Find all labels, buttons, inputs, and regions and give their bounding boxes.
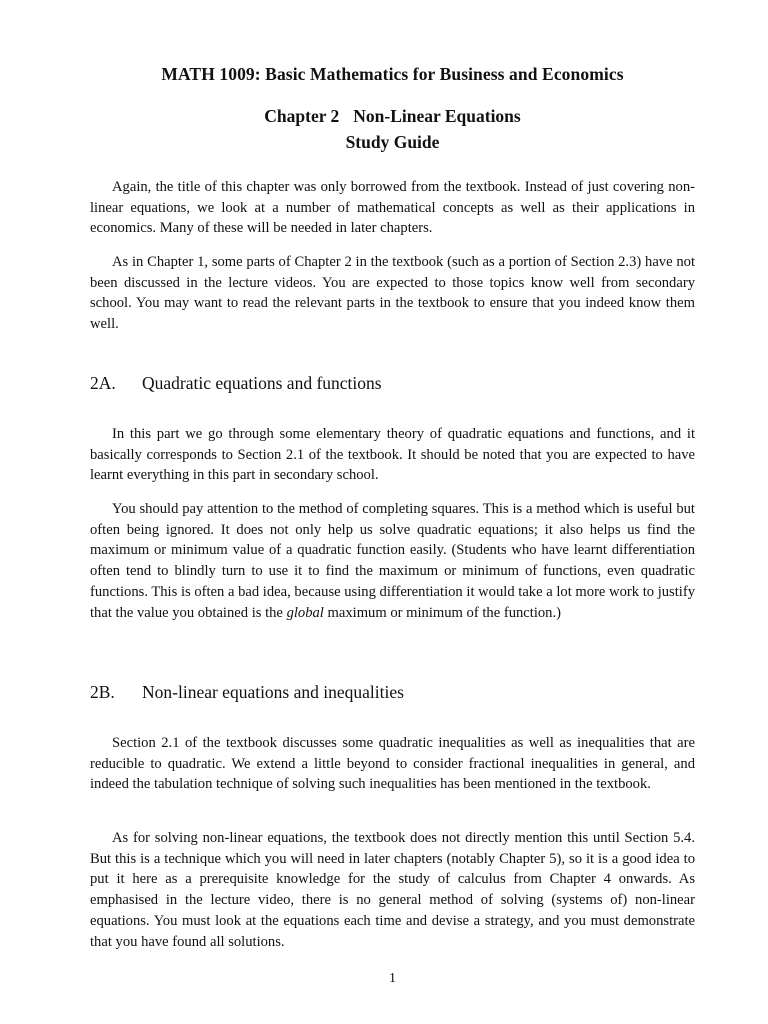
section-2b-paragraph-1: Section 2.1 of the textbook discusses some quadratic inequalities as well as inequalities that are reducible to quadratic. We extend a little beyond to consider fractional inequalities in general, and indeed the tabulation technique of solving such inequalities has been mentioned in the textbook. xyxy=(90,735,695,793)
section-2a-number: 2A. xyxy=(90,373,116,393)
section-2b-paragraph-2: As for solving non-linear equations, the textbook does not directly mention this until Section 5.4. But this is a technique which you will need in later chapters (notably Chapter 5), so it is a good idea to put it here as a prerequisite knowledge for the study of calculus from Chapter 4 onwards. As emphasised in the lecture video, there is no general method of solving (systems of) non-linear equations. You must look at the equations each time and devise a strategy, and you must demonstrate that you have found all solutions. xyxy=(90,830,695,950)
emphasis-global: global xyxy=(286,604,324,621)
section-2a-title: Quadratic equations and functions xyxy=(142,373,382,393)
course-title: MATH 1009: Basic Mathematics for Business and Economics xyxy=(161,64,624,84)
chapter-heading xyxy=(90,103,695,155)
section-2b-number: 2B. xyxy=(90,682,115,702)
section-2a-paragraph-2 xyxy=(90,499,695,623)
chapter-name: Non-Linear Equations xyxy=(353,106,521,126)
section-2a-paragraph-2-text-a: You should pay attention to the method of completing squares. This is a method which is useful but often being ignored. It does not only help us solve quadratic equations; it also helps us find the maximum or minimum value of a quadratic function easily. (Students who have learnt differentiation often tend to blindly turn to use it to find the maximum or minimum of functions, even quadratic functions. This is often a bad idea, because using differentiation it would take a lot more work to justify that the value you obtained is the xyxy=(90,501,695,621)
section-2a-heading xyxy=(90,373,382,394)
section-2b-heading xyxy=(90,682,404,703)
document-subtitle: Study Guide xyxy=(345,132,440,152)
intro-paragraph-1: Again, the title of this chapter was only borrowed from the textbook. Instead of just covering non-linear equations, we look at a number of mathematical concepts as well as their applications in economics. Many of these will be needed in later chapters. xyxy=(90,179,695,237)
section-2b-title: Non-linear equations and inequalities xyxy=(142,682,404,702)
chapter-number: Chapter 2 xyxy=(264,106,340,126)
section-2a-paragraph-1: In this part we go through some elementary theory of quadratic equations and functions, and it basically corresponds to Section 2.1 of the textbook. It should be noted that you are expected to have learnt everything in this part in secondary school. xyxy=(90,426,695,484)
section-2a-paragraph-2-text-b: maximum or minimum of the function.) xyxy=(323,604,561,621)
document-page xyxy=(90,0,695,1024)
intro-paragraph-2: As in Chapter 1, some parts of Chapter 2 in the textbook (such as a portion of Section 2.3) have not been discussed in the lecture videos. You are expected to those topics know well from secondary school. You may want to read the relevant parts in the textbook to ensure that you indeed know them well. xyxy=(90,254,695,333)
page-number: 1 xyxy=(389,971,396,986)
